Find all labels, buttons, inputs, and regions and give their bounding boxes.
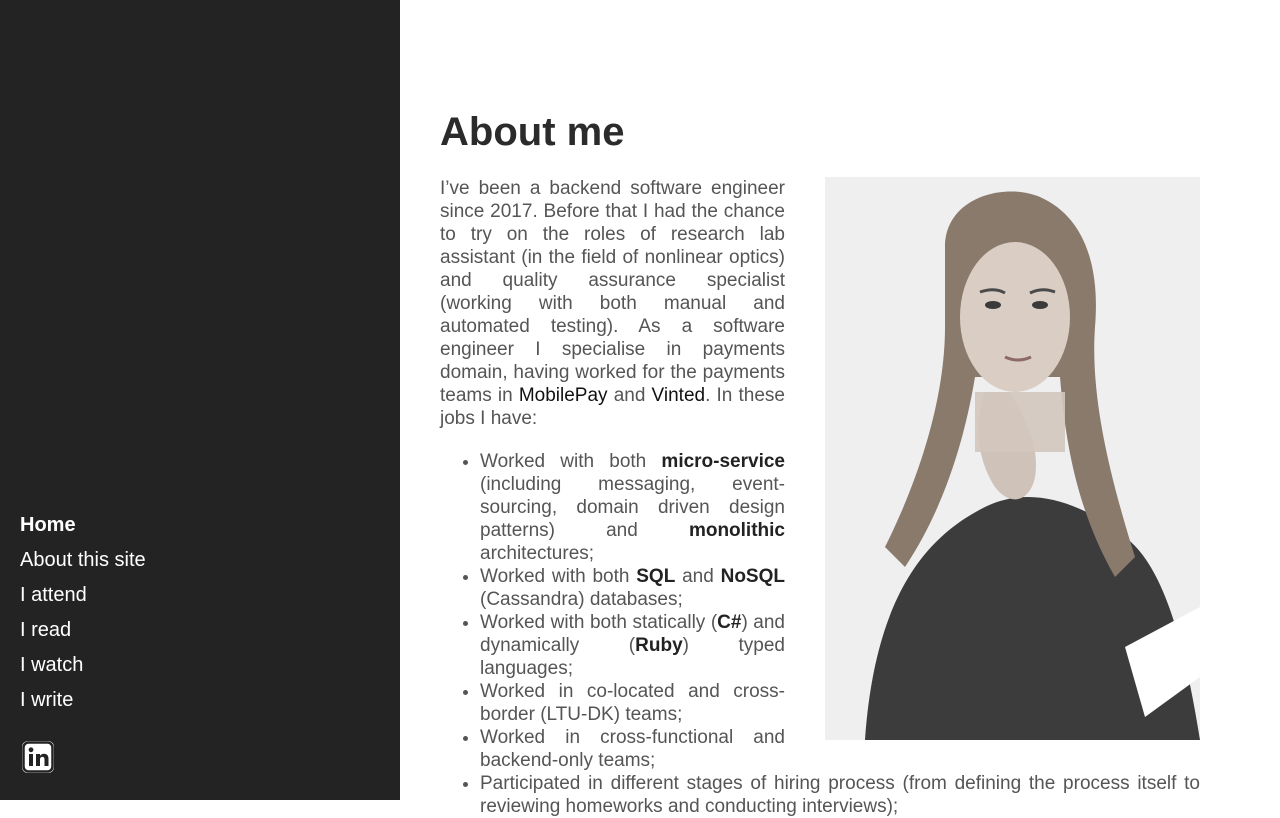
intro-text-and: and (607, 385, 652, 406)
nav-item-i-attend[interactable]: I attend (20, 584, 87, 606)
nav-item-i-write[interactable]: I write (20, 689, 74, 711)
intro-text: I’ve been a backend software engineer since 2017. Before that I had the chance to try on the roles of research lab assistant (in the field of nonlinear optics) and quality assurance specialist (working with both manual and automated testing). As a software engineer I specialise in payments domain, having worked for the payments teams in (440, 178, 785, 406)
list-item: • Worked in co-located and cross-border (LTU-DK) teams; (480, 680, 785, 726)
intro-paragraph (440, 177, 785, 430)
linkedin-icon[interactable] (22, 741, 54, 773)
nav-item-home[interactable]: Home (20, 514, 76, 536)
nav-item-about-this-site[interactable]: About this site (20, 549, 146, 571)
vinted-link[interactable]: Vinted (651, 385, 706, 406)
list-item: • Worked with both SQL and NoSQL (Cassandra) databases; (480, 565, 785, 611)
mobilepay-link[interactable]: MobilePay (518, 385, 608, 406)
main-nav (20, 508, 146, 718)
page-title: About me (440, 110, 625, 154)
list-item: • Participated in different stages of hiring process (from defining the process itself to reviewing homeworks and conducting interviews); (480, 772, 1200, 818)
sidebar (0, 0, 400, 800)
list-item: • Worked in cross-functional and backend-only teams; (480, 726, 785, 772)
list-item: • Worked with both statically (C#) and dynamically (Ruby) typed languages; (480, 611, 785, 680)
about-content (440, 177, 1200, 818)
list-item: • Worked with both micro-service (including messaging, event-sourcing, domain driven design patterns) and monolithic architectures; (480, 450, 785, 565)
nav-item-i-watch[interactable]: I watch (20, 654, 84, 676)
main-content (400, 0, 1280, 817)
experience-list (440, 450, 1200, 818)
nav-item-i-read[interactable]: I read (20, 619, 72, 641)
intro-text-end: . In these jobs I have: (440, 385, 785, 429)
